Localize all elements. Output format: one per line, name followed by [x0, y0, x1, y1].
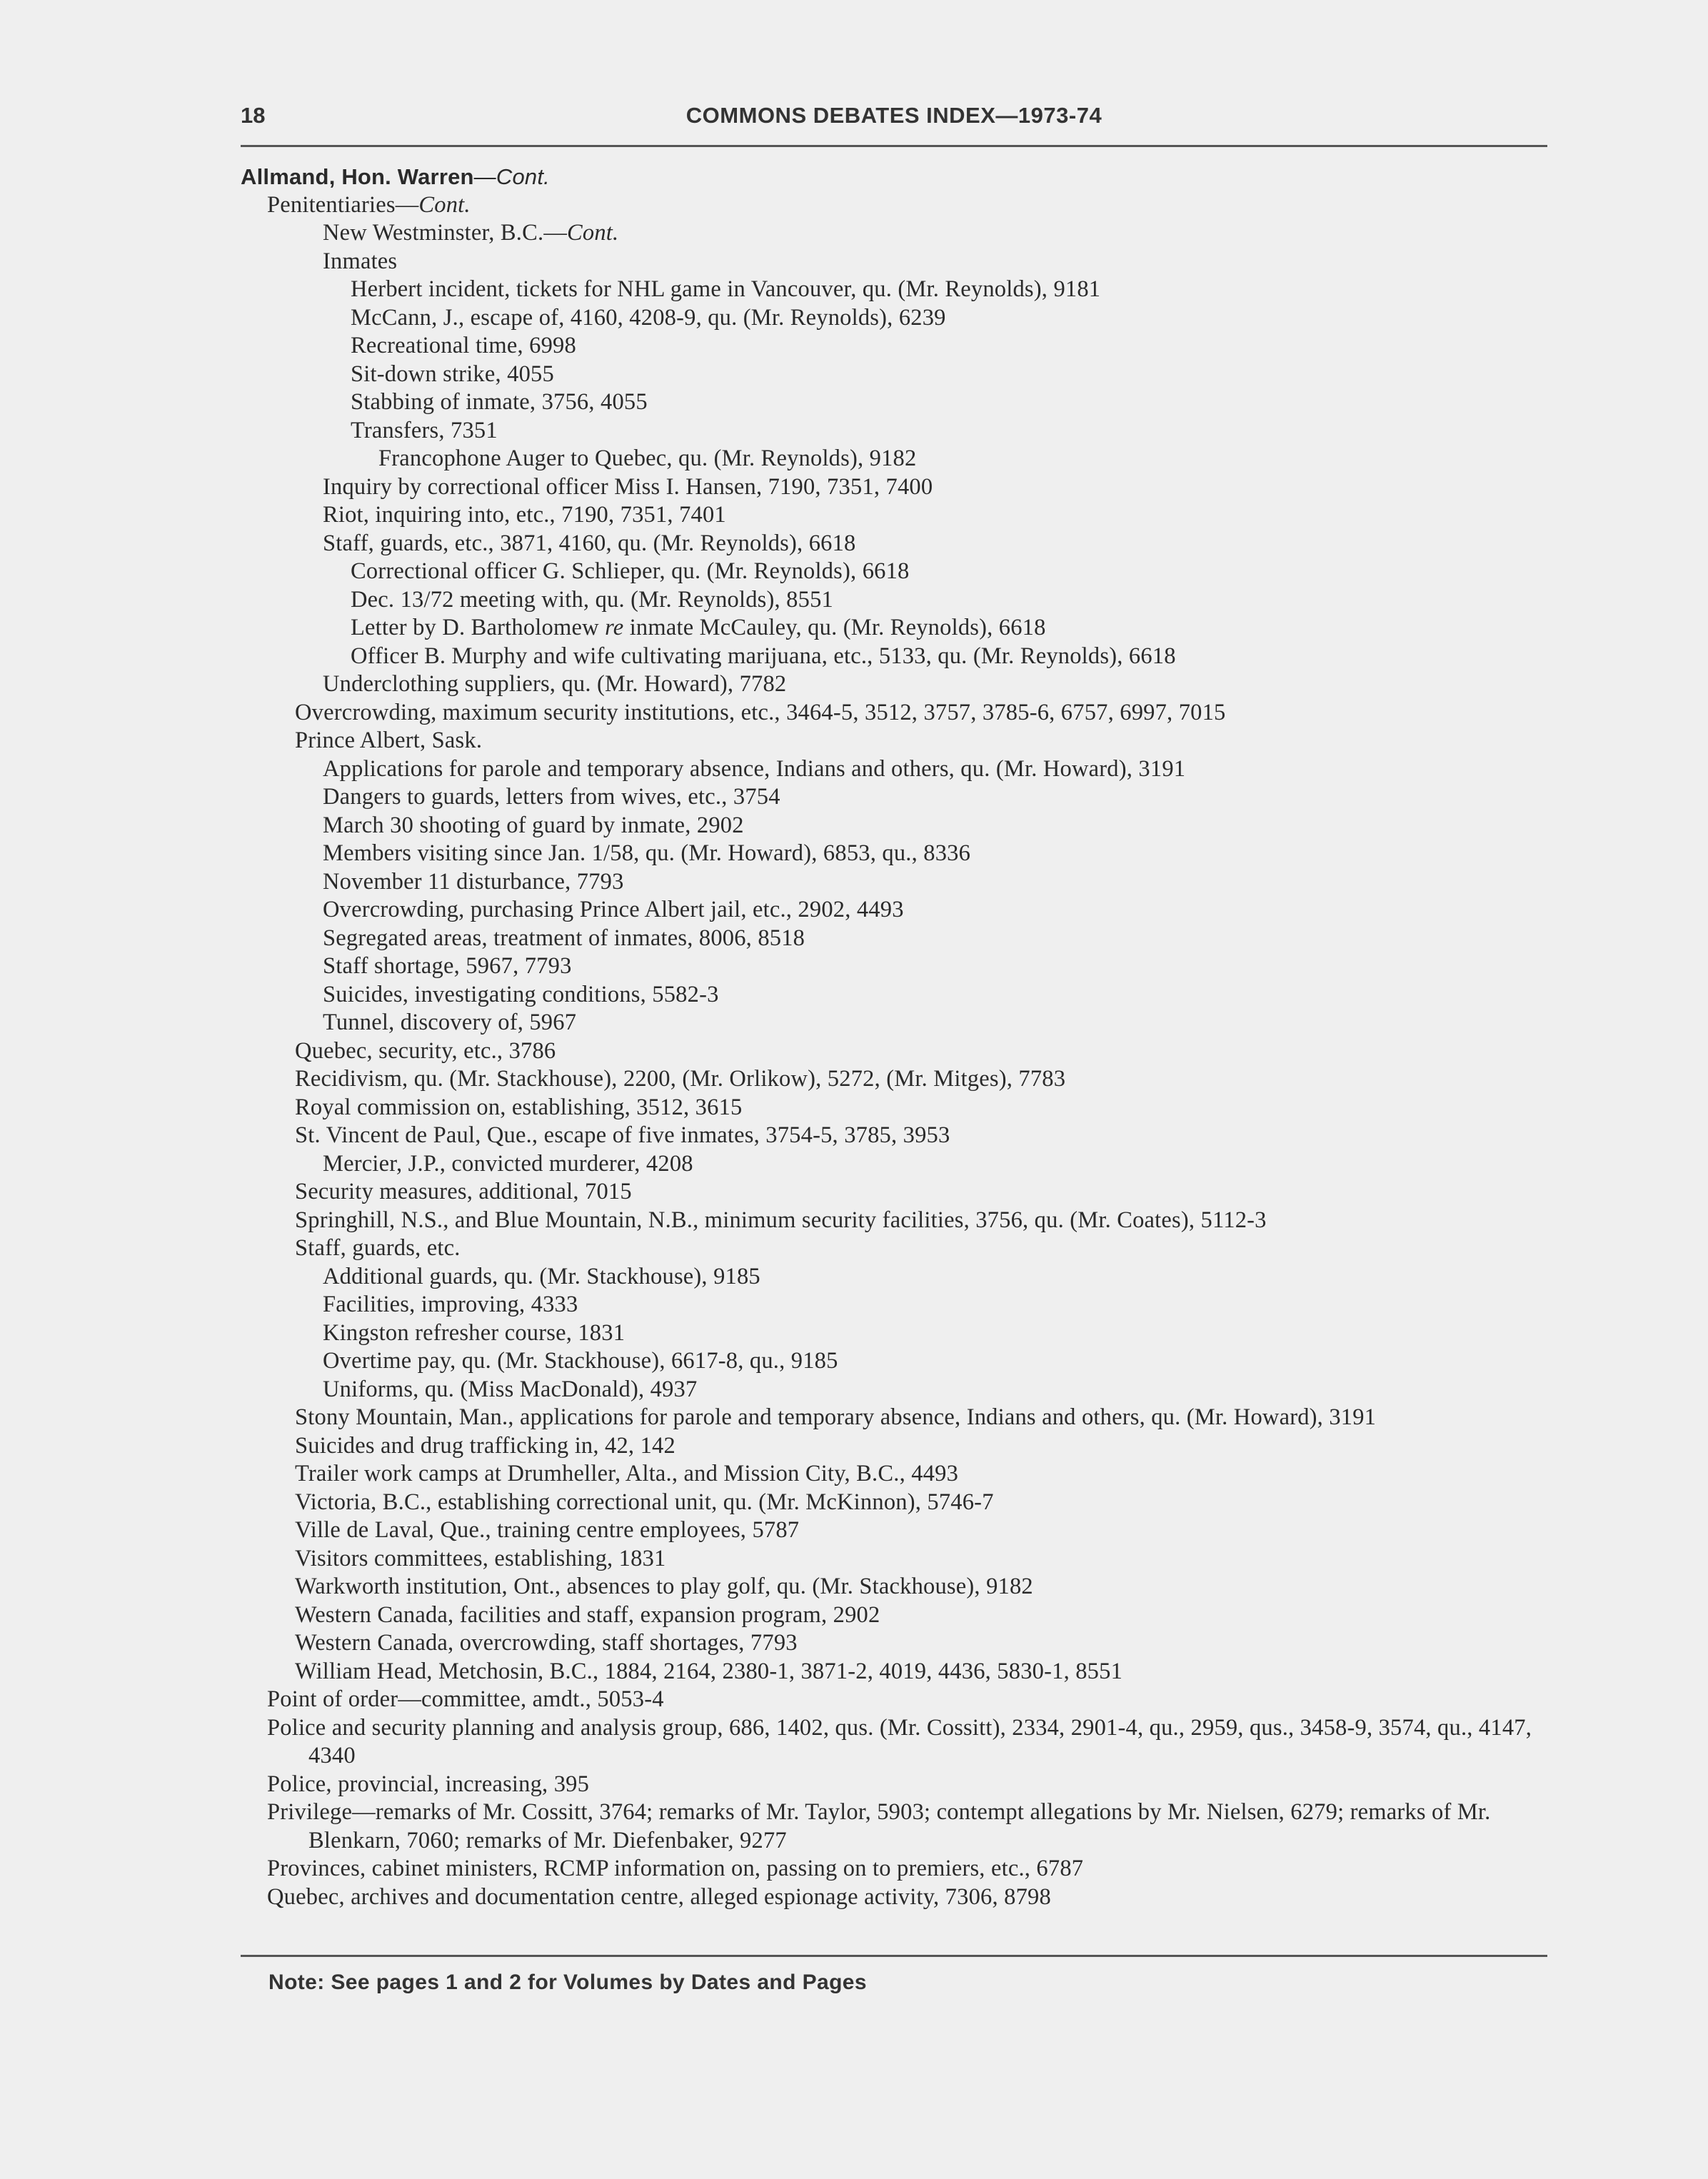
index-entry [241, 1573, 1562, 1601]
index-entry [241, 530, 1562, 558]
index-entry [241, 1545, 1562, 1574]
index-entry [241, 1291, 1562, 1319]
entry-text: McCann, J., escape of, 4160, 4208-9, qu. (Mr. Reynolds), 6239 [351, 304, 946, 331]
entry-text: Uniforms, qu. (Miss MacDonald), 4937 [323, 1376, 698, 1402]
entry-text: Police, provincial, increasing, 395 [267, 1771, 590, 1797]
index-entry [241, 1263, 1562, 1292]
index-entry [241, 1319, 1562, 1348]
entry-text: Transfers, 7351 [351, 417, 498, 443]
entry-text: Facilities, improving, 4333 [323, 1292, 578, 1317]
entry-italic: Cont. [496, 164, 550, 189]
index-entry [241, 1771, 1562, 1799]
index-entry [241, 473, 1562, 502]
index-entry [241, 1855, 1562, 1883]
entry-text: Suicides and drug trafficking in, 42, 142 [295, 1432, 675, 1459]
entry-text: St. Vincent de Paul, Que., escape of five inmates, 3754-5, 3785, 3953 [295, 1122, 950, 1148]
entry-text: Inmates [323, 248, 398, 274]
page-number: 18 [241, 103, 266, 128]
index-entry [241, 1883, 1562, 1912]
entry-text: Quebec, archives and documentation centre, alleged espionage activity, 7306, 8798 [267, 1883, 1051, 1910]
entry-text: Letter by D. Bartholomew [351, 615, 606, 640]
entry-text: Segregated areas, treatment of inmates, 8006, 8518 [323, 925, 805, 951]
entry-italic: re [605, 615, 624, 640]
entry-text: Stabbing of inmate, 3756, 4055 [351, 389, 648, 415]
index-entry [241, 643, 1562, 671]
index-entry [241, 304, 1562, 333]
index-entry [241, 1150, 1562, 1179]
entry-text: Overcrowding, purchasing Prince Albert jail, etc., 2902, 4493 [323, 897, 904, 922]
entry-text-continued: inmate McCauley, qu. (Mr. Reynolds), 6618 [623, 615, 1046, 640]
index-entry [241, 1178, 1562, 1207]
entry-text: Police and security planning and analysis group, 686, 1402, qus. (Mr. Cossitt), 2334, 2901-4, qu., 2959, qus., 3458-9, 3574, qu., 4147, 4340 [267, 1714, 1532, 1768]
entry-text: Visitors committees, establishing, 1831 [295, 1545, 666, 1571]
entry-text: Western Canada, facilities and staff, expansion program, 2902 [295, 1601, 880, 1628]
entry-text: Royal commission on, establishing, 3512, 3615 [295, 1094, 743, 1120]
entry-text: Ville de Laval, Que., training centre employees, 5787 [295, 1517, 800, 1543]
index-entry [241, 1094, 1562, 1122]
entry-text: Kingston refresher course, 1831 [323, 1319, 626, 1346]
entry-text: Staff, guards, etc. [295, 1235, 461, 1261]
entry-text: Quebec, security, etc., 3786 [295, 1037, 556, 1064]
entry-text: Trailer work camps at Drumheller, Alta., and Mission City, B.C., 4493 [295, 1461, 959, 1486]
running-title: COMMONS DEBATES INDEX—1973-74 [685, 103, 1102, 128]
entry-text: Riot, inquiring into, etc., 7190, 7351, 7401 [323, 502, 726, 528]
header-rule [241, 145, 1547, 147]
entry-text: Suicides, investigating conditions, 5582-3 [323, 981, 719, 1007]
index-entry [241, 670, 1562, 699]
index-entry [241, 1629, 1562, 1658]
entry-text: November 11 disturbance, 7793 [323, 868, 624, 895]
index-entry [241, 868, 1562, 897]
entry-text: Staff shortage, 5967, 7793 [323, 953, 572, 979]
index-entry [241, 501, 1562, 530]
index-entry [241, 558, 1562, 586]
entry-text: New Westminster, B.C.— [323, 220, 568, 246]
footnote: Note: See pages 1 and 2 for Volumes by Dates and Pages [268, 1971, 867, 1994]
entry-text: Recidivism, qu. (Mr. Stackhouse), 2200, (Mr. Orlikow), 5272, (Mr. Mitges), 7783 [295, 1066, 1066, 1092]
entry-text: Applications for parole and temporary absence, Indians and others, qu. (Mr. Howard), 3191 [323, 755, 1186, 782]
index-entry [241, 276, 1562, 304]
index-entry [241, 1686, 1562, 1714]
entry-text: William Head, Metchosin, B.C., 1884, 2164, 2380-1, 3871-2, 4019, 4436, 5830-1, 8551 [295, 1658, 1123, 1684]
index-entry [241, 248, 1562, 276]
index-entry [241, 1432, 1562, 1461]
index-entry [241, 163, 1562, 191]
index-entries [241, 163, 1562, 1911]
entry-text: Victoria, B.C., establishing correctional unit, qu. (Mr. McKinnon), 5746-7 [295, 1489, 994, 1515]
index-entry [241, 896, 1562, 925]
entry-text: Penitentiaries— [267, 191, 419, 218]
index-entry [241, 1798, 1562, 1855]
index-entry [241, 783, 1562, 812]
index-entry [241, 388, 1562, 417]
index-entry [241, 417, 1562, 446]
entry-text: Herbert incident, tickets for NHL game in Vancouver, qu. (Mr. Reynolds), 9181 [351, 276, 1101, 302]
index-entry [241, 361, 1562, 389]
entry-text: Overtime pay, qu. (Mr. Stackhouse), 6617-8, qu., 9185 [323, 1348, 838, 1374]
index-entry [241, 1234, 1562, 1263]
entry-text: Security measures, additional, 7015 [295, 1179, 632, 1204]
entry-italic: Cont. [567, 220, 619, 246]
index-entry [241, 981, 1562, 1010]
entry-text: Prince Albert, Sask. [295, 728, 483, 753]
index-entry [241, 332, 1562, 361]
index-entry [241, 952, 1562, 981]
entry-text: — [473, 164, 496, 189]
index-entry [241, 1037, 1562, 1066]
index-entry [241, 1658, 1562, 1686]
index-entry [241, 614, 1562, 643]
index-entry [241, 219, 1562, 248]
footer-rule [241, 1955, 1547, 1957]
entry-text: Dangers to guards, letters from wives, etc., 3754 [323, 784, 780, 810]
entry-text: Inquiry by correctional officer Miss I. Hansen, 7190, 7351, 7400 [323, 473, 933, 500]
entry-text: Underclothing suppliers, qu. (Mr. Howard), 7782 [323, 671, 787, 697]
entry-text: Point of order—committee, amdt., 5053-4 [267, 1686, 664, 1712]
entry-italic: Cont. [418, 191, 471, 218]
index-entry [241, 1065, 1562, 1094]
index-entry [241, 1489, 1562, 1517]
entry-text: Correctional officer G. Schlieper, qu. (Mr. Reynolds), 6618 [351, 558, 910, 584]
entry-text: Staff, guards, etc., 3871, 4160, qu. (Mr. Reynolds), 6618 [323, 530, 856, 556]
entry-text: Officer B. Murphy and wife cultivating marijuana, etc., 5133, qu. (Mr. Reynolds), 6618 [351, 643, 1176, 669]
index-entry [241, 1460, 1562, 1489]
index-entry [241, 699, 1562, 728]
entry-text: Stony Mountain, Man., applications for parole and temporary absence, Indians and others, qu. (Mr. Howard), 3191 [295, 1404, 1377, 1430]
index-entry [241, 1207, 1562, 1235]
entry-text: Privilege—remarks of Mr. Cossitt, 3764; remarks of Mr. Taylor, 5903; contempt allegations by Mr. Nielsen, 6279; remarks of Mr. Blenkarn, 7060; remarks of Mr. Diefenbaker, 9277 [267, 1799, 1491, 1853]
index-entry [241, 586, 1562, 615]
entry-text: Warkworth institution, Ont., absences to play golf, qu. (Mr. Stackhouse), 9182 [295, 1574, 1033, 1599]
entry-text: Western Canada, overcrowding, staff shortages, 7793 [295, 1630, 798, 1656]
entry-text: Mercier, J.P., convicted murderer, 4208 [323, 1150, 693, 1177]
index-entry [241, 755, 1562, 784]
entry-heading: Allmand, Hon. Warren [241, 164, 474, 189]
entry-text: Dec. 13/72 meeting with, qu. (Mr. Reynolds), 8551 [351, 586, 833, 613]
entry-text: Overcrowding, maximum security institutions, etc., 3464-5, 3512, 3757, 3785-6, 6757, 6997, 7015 [295, 699, 1226, 725]
index-entry [241, 1404, 1562, 1432]
page-header [241, 100, 1547, 137]
entry-text: Additional guards, qu. (Mr. Stackhouse), 9185 [323, 1263, 760, 1289]
index-entry [241, 1347, 1562, 1376]
index-entry [241, 1376, 1562, 1404]
index-entry [241, 1516, 1562, 1545]
entry-text: Members visiting since Jan. 1/58, qu. (Mr. Howard), 6853, qu., 8336 [323, 840, 971, 866]
entry-text: Francophone Auger to Quebec, qu. (Mr. Reynolds), 9182 [378, 446, 917, 471]
entry-text: Recreational time, 6998 [351, 333, 576, 358]
index-entry [241, 445, 1562, 473]
index-entry [241, 191, 1562, 220]
index-entry [241, 727, 1562, 755]
index-entry [241, 812, 1562, 840]
entry-text: Tunnel, discovery of, 5967 [323, 1010, 577, 1035]
index-entry [241, 1714, 1562, 1771]
index-entry [241, 840, 1562, 868]
entry-text: Springhill, N.S., and Blue Mountain, N.B., minimum security facilities, 3756, qu. (Mr. Coates), 5112-3 [295, 1207, 1267, 1233]
index-entry [241, 1009, 1562, 1037]
entry-text: Sit-down strike, 4055 [351, 361, 554, 387]
index-entry [241, 1122, 1562, 1150]
entry-text: Provinces, cabinet ministers, RCMP information on, passing on to premiers, etc., 6787 [267, 1856, 1084, 1881]
index-entry [241, 925, 1562, 953]
index-entry [241, 1601, 1562, 1630]
entry-text: March 30 shooting of guard by inmate, 2902 [323, 812, 744, 838]
